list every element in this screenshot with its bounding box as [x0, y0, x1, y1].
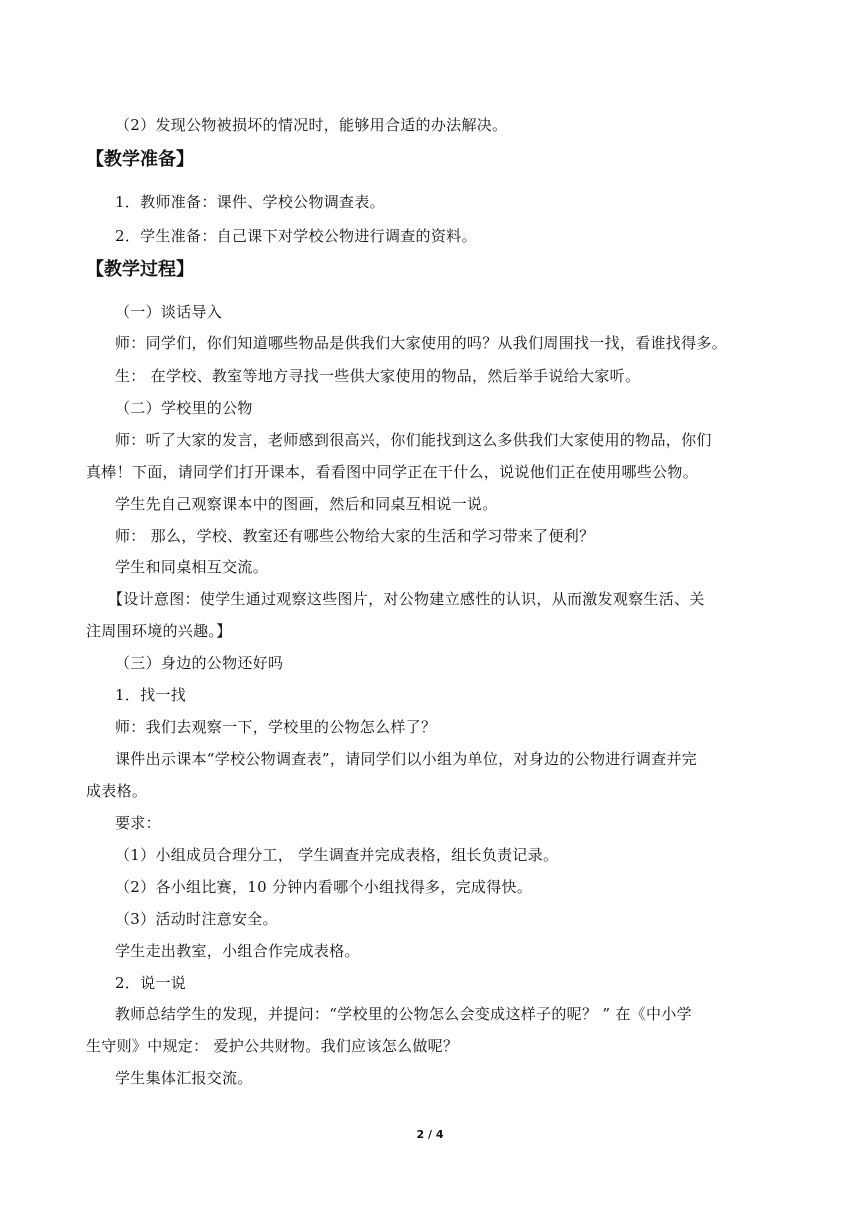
paragraph-line: （3）活动时注意安全。	[115, 910, 278, 928]
paragraph-line: 2．说一说	[115, 974, 187, 992]
paragraph-line: 要求：	[115, 814, 161, 832]
paragraph-line: 学生走出教室，小组合作完成表格。	[115, 942, 360, 960]
section-heading: 【教学准备】	[86, 149, 194, 170]
paragraph-line: （一）谈话导入	[115, 303, 223, 321]
paragraph-line: 师：听了大家的发言，老师感到很高兴，你们能找到这么多供我们大家使用的物品，你们	[115, 431, 712, 449]
paragraph-line: 师： 那么，学校、教室还有哪些公物给大家的生活和学习带来了便利？	[115, 527, 595, 545]
paragraph-line: 1．找一找	[115, 686, 187, 704]
paragraph-line: 学生集体汇报交流。	[115, 1069, 253, 1087]
design-intent-line: 【设计意图：使学生通过观察这些图片，对公物建立感性的认识，从而激发观察生活、关	[108, 590, 705, 608]
paragraph-line: 师：同学们，你们知道哪些物品是供我们大家使用的吗？从我们周围找一找，看谁找得多。	[115, 334, 728, 352]
paragraph-line: 学生先自己观察课本中的图画，然后和同桌互相说一说。	[115, 495, 498, 513]
paragraph-line: （二）学校里的公物	[115, 399, 253, 417]
design-intent-line: 注周围环境的兴趣。】	[86, 622, 232, 640]
page-number: 2 / 4	[416, 1128, 444, 1141]
paragraph-line: 课件出示课本“学校公物调查表”，请同学们以小组为单位，对身边的公物进行调查并完	[115, 750, 698, 768]
paragraph-line: 学生和同桌相互交流。	[115, 558, 269, 576]
paragraph-line: 成表格。	[86, 782, 148, 800]
paragraph-line: 生： 在学校、教室等地方寻找一些供大家使用的物品，然后举手说给大家听。	[115, 367, 641, 385]
paragraph-line: （1）小组成员合理分工， 学生调查并完成表格，组长负责记录。	[115, 846, 559, 864]
paragraph-line: （2）各小组比赛，10 分钟内看哪个小组找得多，完成得快。	[115, 878, 533, 896]
paragraph-line: 真棒！下面，请同学们打开课本，看看图中同学正在干什么，说说他们正在使用哪些公物。	[86, 463, 699, 481]
section-heading: 【教学过程】	[86, 259, 194, 280]
paragraph-line: （2）发现公物被损坏的情况时，能够用合适的办法解决。	[115, 116, 508, 134]
paragraph-line: 2．学生准备：自己课下对学校公物进行调查的资料。	[115, 227, 477, 245]
paragraph-line: （三）身边的公物还好吗	[115, 654, 284, 672]
paragraph-line: 1．教师准备：课件、学校公物调查表。	[115, 193, 385, 211]
paragraph-line: 师：我们去观察一下，学校里的公物怎么样了？	[115, 718, 437, 736]
paragraph-line: 生守则》中规定： 爱护公共财物。我们应该怎么做呢？	[86, 1037, 459, 1055]
paragraph-line: 教师总结学生的发现，并提问：“学校里的公物怎么会变成这样子的呢？ ” 在《中小学	[115, 1005, 692, 1023]
